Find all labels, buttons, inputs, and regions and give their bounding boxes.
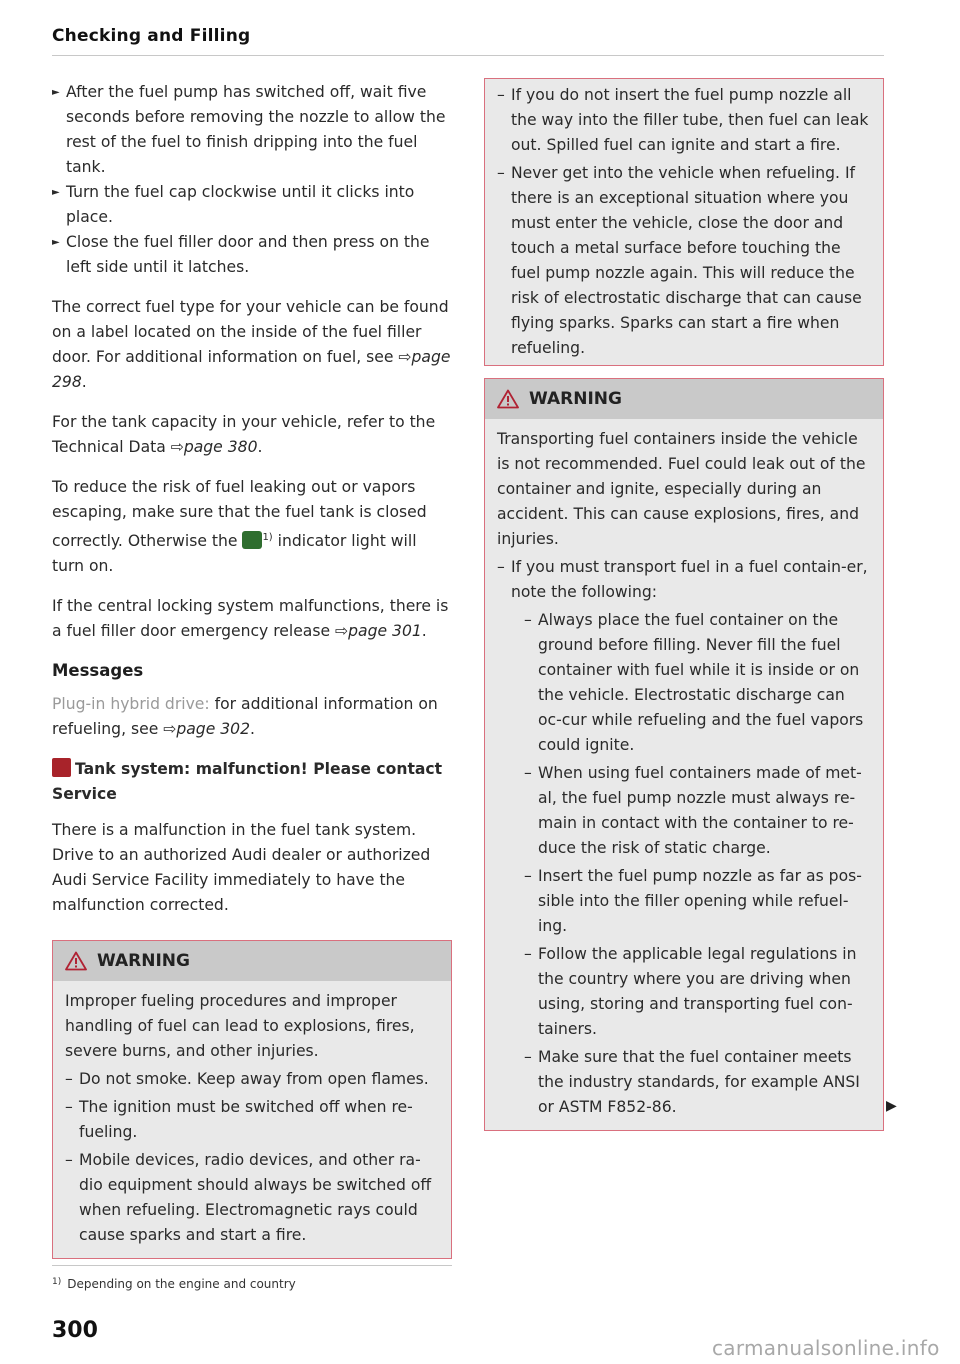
- page-header: [52, 26, 884, 56]
- warning-item: – Never get into the vehicle when refueling. If there is an exceptional situation where you must enter the vehicle, close the door and touch a metal surface before touching the fuel pump nozzle again. This will reduce the risk of electrostatic discharge that can cause flying sparks. Sparks can start a fire when refueling.: [497, 161, 871, 361]
- page-reference-link[interactable]: ⇨page 302: [163, 720, 251, 738]
- section-title: Checking and Filling: [52, 26, 251, 46]
- warning-intro: Improper fueling procedures and improper handling of fuel can lead to explosions, fires, severe burns, and other injuries.: [65, 992, 415, 1060]
- warning-box: [52, 940, 452, 1259]
- warning-subitem: – Always place the fuel container on the ground before filling. Never fill the fuel container with fuel while it is inside or on the vehicle. Electrostatic discharge can oc-cur while refueling and the fuel vapors could ignite.: [524, 608, 871, 758]
- page-reference-link[interactable]: ⇨page 301: [335, 622, 422, 640]
- warning-item: – If you do not insert the fuel pump nozzle all the way into the filler tube, then fuel can leak out. Spilled fuel can ignite and start a fire.: [497, 83, 871, 158]
- watermark: carmanualsonline.info: [712, 1336, 940, 1360]
- footnote-divider: [52, 1265, 452, 1266]
- warning-continuation-box: [484, 78, 884, 366]
- fuel-system-indicator-icon: [242, 531, 262, 549]
- warning-box: [484, 378, 884, 1131]
- messages-heading: Messages: [52, 661, 144, 680]
- malfunction-paragraph: There is a malfunction in the fuel tank system. Drive to an authorized Audi dealer or authorized Audi Service Facility immediately to have the malfunction corrected.: [52, 821, 431, 914]
- warning-item: – Mobile devices, radio devices, and other ra-dio equipment should always be switched off when refueling. Electromagnetic rays could cause sparks and start a fire.: [65, 1148, 439, 1248]
- warning-title: WARNING: [97, 950, 190, 971]
- warning-body: [485, 419, 883, 1130]
- instruction-step: ► Close the fuel filler door and then press on the left side until it latches.: [52, 230, 452, 280]
- warning-subitem: – Follow the applicable legal regulations in the country where you are driving when using, storing and transporting fuel con-tainers.: [524, 942, 871, 1042]
- emergency-release-paragraph: If the central locking system malfunctions, there is a fuel filler door emergency release ⇨page 301.: [52, 597, 449, 640]
- plugin-hybrid-paragraph: Plug-in hybrid drive: for additional information on refueling, see ⇨page 302.: [52, 695, 438, 738]
- plugin-hybrid-label: Plug-in hybrid drive:: [52, 695, 210, 713]
- right-column: [484, 78, 884, 1131]
- warning-item: – If you must transport fuel in a fuel contain-er, note the following:: [497, 555, 871, 605]
- arrow-right-icon: ⇨: [335, 622, 349, 640]
- warning-header: [53, 941, 451, 981]
- warning-subitem: – Insert the fuel pump nozzle as far as pos-sible into the filler opening while refuel-ing.: [524, 864, 871, 939]
- arrow-right-icon: ⇨: [170, 438, 184, 456]
- footnote: [52, 1277, 296, 1291]
- arrow-right-icon: ⇨: [163, 720, 177, 738]
- footnote-number: 1): [52, 1277, 62, 1287]
- warning-intro: Transporting fuel containers inside the vehicle is not recommended. Fuel could leak out of the container and ignite, especially during an accident. This can cause explosions, fires, and injuries.: [497, 430, 866, 548]
- warning-item: – Do not smoke. Keep away from open flames.: [65, 1067, 439, 1092]
- warning-item: – The ignition must be switched off when re-fueling.: [65, 1095, 439, 1145]
- warning-title: WARNING: [529, 388, 622, 409]
- footnote-text: Depending on the engine and country: [67, 1277, 296, 1291]
- warning-triangle-icon: [497, 389, 519, 409]
- malfunction-message-heading: Tank system: malfunction! Please contact Service: [52, 760, 443, 803]
- fuel-type-paragraph: The correct fuel type for your vehicle can be found on a label located on the inside of the fuel filler door. For additional information on fuel, see ⇨page 298.: [52, 298, 451, 391]
- warning-triangle-icon: [65, 951, 87, 971]
- page-reference-link[interactable]: ⇨page 298: [52, 348, 451, 391]
- instruction-step: ► After the fuel pump has switched off, wait five seconds before removing the nozzle to allow the rest of the fuel to finish dripping into the fuel tank.: [52, 80, 452, 180]
- instruction-step: ► Turn the fuel cap clockwise until it clicks into place.: [52, 180, 452, 230]
- warning-subitem: – Make sure that the fuel container meets the industry standards, for example ANSI or ASTM F852-86.: [524, 1045, 871, 1120]
- footnote-marker: 1): [262, 532, 273, 543]
- warning-body: [53, 981, 451, 1258]
- page-reference-link[interactable]: ⇨page 380: [170, 438, 258, 456]
- tank-capacity-paragraph: For the tank capacity in your vehicle, refer to the Technical Data ⇨page 380.: [52, 413, 436, 456]
- arrow-right-icon: ⇨: [398, 348, 412, 366]
- warning-header: [485, 379, 883, 419]
- warning-subitem: – When using fuel containers made of met-al, the fuel pump nozzle must always re-main in contact with the container to re-duce the risk of static charge.: [524, 761, 871, 861]
- continue-arrow-icon: ▶: [886, 1098, 897, 1114]
- fuel-tank-closed-paragraph: To reduce the risk of fuel leaking out or vapors escaping, make sure that the fuel tank is closed correctly. Otherwise the $^{1)}$ indicator light will turn on.: [52, 478, 427, 575]
- page-number: 300: [52, 1318, 98, 1343]
- tank-malfunction-icon: [52, 758, 71, 777]
- left-column: [52, 80, 452, 1259]
